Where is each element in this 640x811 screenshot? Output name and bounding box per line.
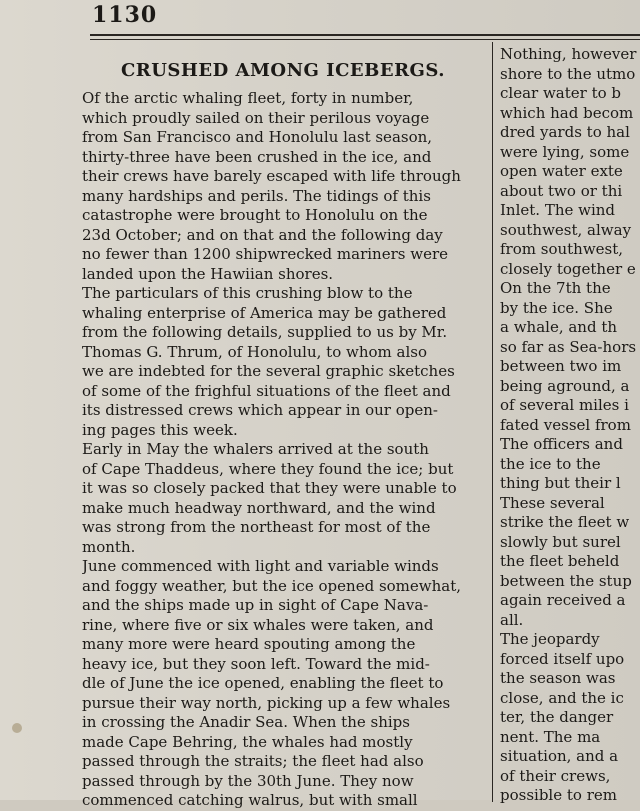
text-line: whaling enterprise of America may be gathered: [82, 303, 447, 322]
text-line: of their crews,: [500, 766, 611, 785]
text-line: thirty-three have been crushed in the ice, and: [82, 147, 432, 166]
paper-blemish: [12, 723, 22, 733]
text-line: ter, the danger: [500, 708, 614, 726]
text-line: Thomas G. Thrum, of Honolulu, to whom also: [82, 342, 427, 361]
text-line: so far as Sea-hors: [500, 337, 637, 356]
text-line: of Cape Thaddeus, where they found the ice; but: [82, 459, 454, 478]
adjacent-column-body: [500, 45, 640, 806]
text-line: and foggy weather, but the ice opened somewhat,: [82, 576, 462, 595]
text-line: between two im: [500, 357, 622, 375]
text-line: many hardships and perils. The tidings of this: [82, 186, 431, 205]
text-line: The officers and: [500, 435, 623, 453]
text-line: of several miles i: [500, 396, 629, 414]
text-line: made Cape Behring, the whales had mostly: [82, 732, 413, 751]
text-line: close, and the ic: [500, 688, 624, 707]
article-column: [82, 56, 484, 811]
text-line: southwest, alway: [500, 220, 632, 239]
text-line: by the ice. She: [500, 298, 613, 317]
text-line: nent. The ma: [500, 727, 601, 746]
text-line: open water exte: [500, 162, 623, 180]
article-headline: CRUSHED AMONG ICEBERGS.: [120, 60, 446, 81]
text-line: which proudly sailed on their perilous voyage: [82, 108, 430, 127]
text-line: no fewer than 1200 shipwrecked mariners were: [82, 245, 448, 263]
text-line: On the 7th the: [500, 279, 611, 297]
text-line: about two or thi: [500, 181, 623, 200]
text-line: in crossing the Anadir Sea. When the ships: [82, 713, 410, 731]
text-line: Of the arctic whaling fleet, forty in number,: [82, 89, 414, 107]
text-line: the fleet beheld: [500, 552, 620, 570]
text-line: were lying, some: [500, 142, 630, 161]
text-line: ing pages this week.: [82, 420, 238, 439]
text-line: and the ships made up in sight of Cape Nava-: [82, 596, 429, 614]
text-line: its distressed crews which appear in our open-: [82, 401, 438, 419]
text-line: closely together e: [500, 259, 636, 278]
text-line: catastrophe were brought to Honolulu on the: [82, 206, 428, 224]
text-line: forced itself upo: [500, 649, 625, 668]
text-line: strike the fleet w: [500, 513, 630, 531]
column-rule: [492, 42, 493, 802]
text-line: situation, and a: [500, 747, 619, 765]
text-line: thing but their l: [500, 474, 621, 492]
text-line: slowly but surel: [500, 532, 621, 551]
text-line: passed through by the 30th June. They now: [82, 771, 414, 790]
text-line: fated vessel from: [500, 415, 631, 434]
text-line: shore to the utmo: [500, 64, 636, 83]
header-rule: [90, 34, 640, 40]
text-line: dred yards to hal: [500, 123, 630, 141]
text-line: from southwest,: [500, 240, 624, 258]
text-line: all.: [500, 610, 524, 629]
text-line: possible to rem: [500, 786, 617, 804]
text-line: from the following details, supplied to us by Mr.: [82, 323, 448, 341]
article-body: [82, 89, 484, 811]
text-line: being aground, a: [500, 376, 630, 395]
text-line: their crews have barely escaped with life through: [82, 167, 461, 185]
text-line: we are indebted for the several graphic sketches: [82, 362, 455, 380]
text-line: Inlet. The wind: [500, 201, 616, 219]
text-line: many more were heard spouting among the: [82, 635, 416, 653]
page-number: 1130: [92, 2, 158, 28]
text-line: clear water to b: [500, 84, 622, 102]
text-line: between the stup: [500, 571, 632, 590]
text-line: 23d October; and on that and the following day: [82, 225, 443, 244]
text-line: heavy ice, but they soon left. Toward the mid-: [82, 654, 430, 673]
text-line: Nothing, however: [500, 45, 637, 63]
text-line: was strong from the northeast for most of the: [82, 518, 431, 536]
text-line: again received a: [500, 591, 626, 609]
text-line: Early in May the whalers arrived at the south: [82, 440, 429, 458]
text-line: commenced catching walrus, but with small: [82, 791, 418, 809]
text-line: of some of the frighful situations of the fleet and: [82, 381, 451, 400]
text-line: the ice to the: [500, 454, 601, 473]
text-line: month.: [82, 537, 136, 556]
text-line: June commenced with light and variable winds: [82, 557, 439, 575]
text-line: pursue their way north, picking up a few whales: [82, 693, 451, 712]
text-line: landed upon the Hawiian shores.: [82, 264, 334, 283]
text-line: it was so closely packed that they were unable to: [82, 479, 457, 497]
text-line: make much headway northward, and the wind: [82, 498, 436, 517]
text-line: passed through the straits; the fleet had also: [82, 752, 424, 770]
text-line: from San Francisco and Honolulu last season,: [82, 128, 433, 146]
text-line: which had becom: [500, 103, 634, 122]
text-line: a whale, and th: [500, 318, 618, 336]
text-line: The particulars of this crushing blow to the: [82, 284, 413, 302]
text-line: the season was: [500, 669, 616, 687]
text-line: The jeopardy: [500, 630, 600, 648]
text-line: dle of June the ice opened, enabling the fleet to: [82, 674, 444, 692]
adjacent-column: [500, 45, 640, 806]
text-line: rine, where five or six whales were taken, and: [82, 615, 434, 634]
text-line: These several: [500, 493, 605, 512]
